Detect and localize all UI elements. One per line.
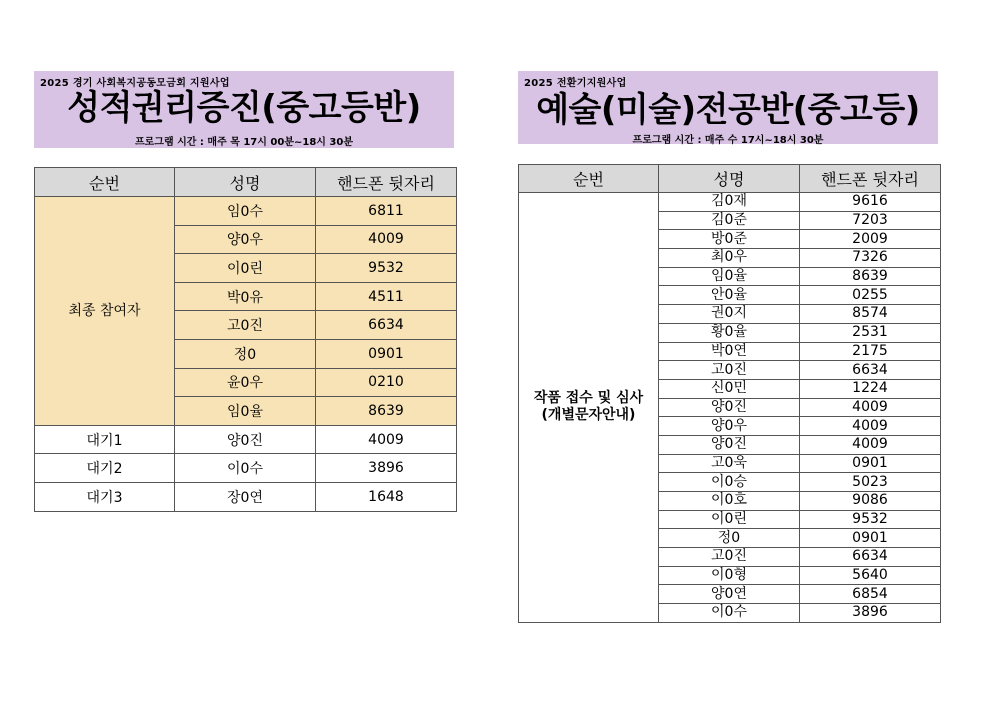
- table-header-row: [519, 165, 941, 193]
- participant-phone: 6634: [800, 361, 941, 380]
- participant-phone: 2531: [800, 323, 941, 342]
- banner-supertitle: 2025 전환기지원사업: [524, 78, 627, 89]
- group-label-cell: [519, 193, 659, 623]
- participant-phone: 0901: [800, 454, 941, 473]
- participant-phone: 6811: [316, 197, 457, 226]
- participant-phone: 8639: [800, 267, 941, 286]
- table-row: [35, 454, 457, 483]
- participant-phone: 2175: [800, 342, 941, 361]
- participant-name: 신0민: [659, 379, 800, 398]
- participant-phone: 8574: [800, 305, 941, 324]
- participant-name: 최0우: [659, 249, 800, 268]
- participant-phone: 4009: [800, 417, 941, 436]
- participant-phone: 5640: [800, 566, 941, 585]
- participant-name: 양0우: [659, 417, 800, 436]
- waitlist-seq: 대기2: [35, 454, 175, 483]
- participant-name: 양0진: [175, 425, 316, 454]
- participant-phone: 7203: [800, 211, 941, 230]
- header-seq: 순번: [35, 168, 175, 197]
- participant-name: 권0지: [659, 305, 800, 324]
- participant-name: 이0수: [175, 454, 316, 483]
- program-banner-left: [34, 71, 454, 148]
- participant-phone: 1224: [800, 379, 941, 398]
- participant-phone: 4009: [800, 435, 941, 454]
- participant-phone: 6854: [800, 585, 941, 604]
- participant-name: 이0린: [175, 254, 316, 283]
- participant-name: 고0진: [659, 361, 800, 380]
- header-phone: 핸드폰 뒷자리: [800, 165, 941, 193]
- participant-name: 이0형: [659, 566, 800, 585]
- participant-phone: 3896: [800, 604, 941, 623]
- header-name: 성명: [659, 165, 800, 193]
- participant-phone: 4009: [316, 225, 457, 254]
- participant-name: 김0재: [659, 193, 800, 212]
- banner-schedule: 프로그램 시간 : 매주 수 17시~18시 30분: [632, 135, 824, 146]
- participant-name: 양0연: [659, 585, 800, 604]
- group-label: 작품 접수 및 심사: [533, 390, 644, 407]
- participant-phone: 0901: [316, 339, 457, 368]
- participant-phone: 0210: [316, 368, 457, 397]
- banner-title: 예술(미술)전공반(중고등): [536, 90, 920, 130]
- group-note: (개별문자안내): [541, 407, 636, 424]
- participants-table-right: [518, 164, 941, 623]
- participant-phone: 0255: [800, 286, 941, 305]
- participant-name: 고0진: [659, 548, 800, 567]
- participant-phone: 1648: [316, 482, 457, 511]
- participant-phone: 0901: [800, 529, 941, 548]
- participant-phone: 2009: [800, 230, 941, 249]
- header-phone: 핸드폰 뒷자리: [316, 168, 457, 197]
- participant-phone: 7326: [800, 249, 941, 268]
- participant-name: 이0수: [659, 604, 800, 623]
- participant-name: 장0연: [175, 482, 316, 511]
- banner-supertitle: 2025 경기 사회복지공동모금회 지원사업: [40, 78, 230, 89]
- participant-name: 이0승: [659, 473, 800, 492]
- participant-phone: 5023: [800, 473, 941, 492]
- participant-name: 안0율: [659, 286, 800, 305]
- participant-phone: 6634: [800, 548, 941, 567]
- participant-name: 김0준: [659, 211, 800, 230]
- participant-name: 정0: [175, 339, 316, 368]
- participant-name: 이0린: [659, 510, 800, 529]
- participants-table-left: [34, 167, 457, 512]
- participant-name: 방0준: [659, 230, 800, 249]
- participant-phone: 4009: [800, 398, 941, 417]
- table-row: [519, 193, 941, 212]
- participant-phone: 6634: [316, 311, 457, 340]
- table-row: [35, 482, 457, 511]
- table-row: [35, 197, 457, 226]
- participant-name: 이0호: [659, 492, 800, 511]
- participant-phone: 4009: [316, 425, 457, 454]
- participant-phone: 9616: [800, 193, 941, 212]
- participant-name: 고0욱: [659, 454, 800, 473]
- participant-name: 황0율: [659, 323, 800, 342]
- banner-title: 성적권리증진(중고등반): [67, 88, 421, 128]
- banner-schedule: 프로그램 시간 : 매주 목 17시 00분~18시 30분: [135, 137, 353, 148]
- participant-name: 윤0우: [175, 368, 316, 397]
- participant-name: 임0율: [659, 267, 800, 286]
- participant-name: 고0진: [175, 311, 316, 340]
- participant-phone: 3896: [316, 454, 457, 483]
- participant-name: 박0연: [659, 342, 800, 361]
- table-header-row: [35, 168, 457, 197]
- participant-name: 박0유: [175, 282, 316, 311]
- table-row: [35, 425, 457, 454]
- participant-name: 임0율: [175, 397, 316, 426]
- header-name: 성명: [175, 168, 316, 197]
- program-banner-right: [518, 71, 938, 144]
- participant-name: 임0수: [175, 197, 316, 226]
- participant-phone: 9532: [800, 510, 941, 529]
- waitlist-seq: 대기3: [35, 482, 175, 511]
- participant-name: 양0진: [659, 435, 800, 454]
- participant-phone: 4511: [316, 282, 457, 311]
- final-participants-label: 최종 참여자: [35, 197, 175, 426]
- participant-name: 정0: [659, 529, 800, 548]
- participant-phone: 9532: [316, 254, 457, 283]
- participant-name: 양0진: [659, 398, 800, 417]
- header-seq: 순번: [519, 165, 659, 193]
- waitlist-seq: 대기1: [35, 425, 175, 454]
- participant-name: 양0우: [175, 225, 316, 254]
- participant-phone: 9086: [800, 492, 941, 511]
- participant-phone: 8639: [316, 397, 457, 426]
